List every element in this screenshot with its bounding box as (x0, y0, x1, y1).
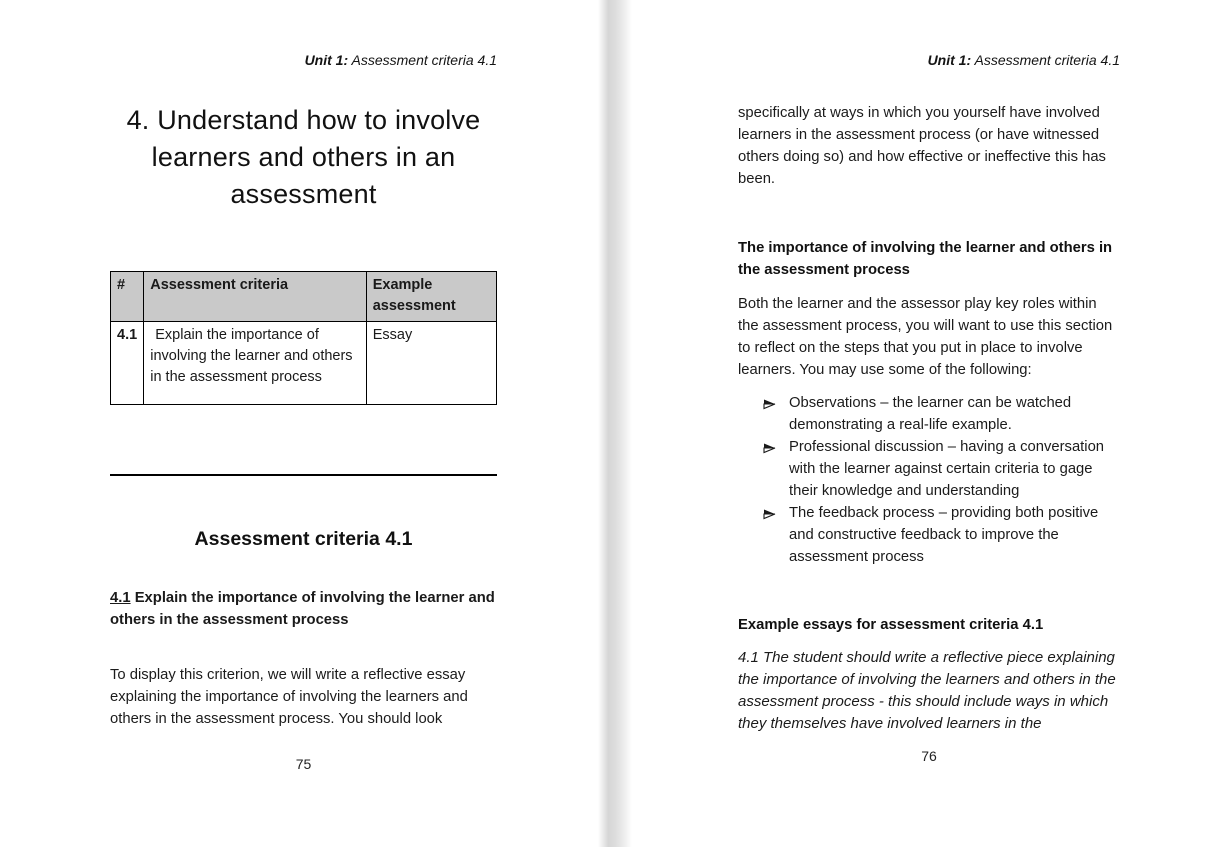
page-75 (0, 0, 598, 847)
list-item-text: The feedback process – providing both positive and constructive feedback to improve the assessment process (789, 505, 1099, 565)
list-item-text: Observations – the learner can be watched demonstrating a real-life example. (789, 395, 1072, 433)
table-header-row (111, 272, 497, 322)
header-unit-label: Unit 1: (304, 52, 349, 68)
example-essay-italic-paragraph: 4.1 The student should write a reflective piece explaining the importance of involving the learners and others in the assessment process - this should include ways in which they themselves have involved learners in the (738, 649, 1116, 732)
criterion-number: 4.1 (110, 590, 131, 606)
table-header-number: # (111, 272, 144, 322)
page-number-76: 76 (921, 748, 937, 764)
assessment-criteria-table (110, 271, 497, 405)
left-body-paragraph: To display this criterion, we will write a reflective essay explaining the importance of involving the learners and others in the assessment process. You should look (110, 667, 468, 727)
table-cell-example: Essay (366, 322, 496, 405)
table-row (111, 322, 497, 405)
importance-heading: The importance of involving the learner and others in the assessment process (738, 240, 1113, 278)
page-number-75: 75 (295, 756, 312, 772)
table-header-criteria: Assessment criteria (144, 272, 366, 322)
page-header (110, 52, 497, 69)
criterion-subheading (110, 587, 497, 631)
list-item (738, 502, 1120, 568)
continued-paragraph: specifically at ways in which you yourself have involved learners in the assessment process (or have witnessed others doing so) and how effective or ineffective this has been. (738, 105, 1106, 187)
roles-paragraph: Both the learner and the assessor play key roles within the assessment process, you will want to use this section to reflect on the steps that you put in place to involve learners. You may use some of the following: (738, 296, 1113, 378)
arrow-bullet-icon (763, 396, 777, 410)
example-essays-heading: Example essays for assessment criteria 4.1 (738, 617, 1044, 633)
methods-bullet-list (738, 392, 1120, 568)
header-unit-label: Unit 1: (927, 52, 972, 68)
table-cell-criteria: Explain the importance of involving the learner and others in the assessment process (144, 322, 366, 405)
criterion-subheading-text: Explain the importance of involving the learner and others in the assessment process (110, 590, 495, 628)
arrow-bullet-icon (763, 506, 777, 520)
list-item (738, 392, 1120, 436)
page-header (738, 52, 1120, 69)
section-heading: Assessment criteria 4.1 (194, 528, 413, 550)
table-cell-number: 4.1 (111, 322, 144, 405)
table-header-example: Example assessment (366, 272, 496, 322)
page-76 (632, 0, 1227, 847)
list-item-text: Professional discussion – having a conversation with the learner against certain criteria to gage their knowledge and understanding (789, 439, 1105, 499)
header-title-text: Assessment criteria 4.1 (971, 52, 1120, 68)
horizontal-rule (110, 474, 497, 476)
list-item (738, 436, 1120, 502)
arrow-bullet-icon (763, 440, 777, 454)
page-gutter-divider (598, 0, 632, 847)
header-title-text: Assessment criteria 4.1 (348, 52, 497, 68)
chapter-title: 4. Understand how to involve learners and others in an assessment (126, 105, 481, 209)
